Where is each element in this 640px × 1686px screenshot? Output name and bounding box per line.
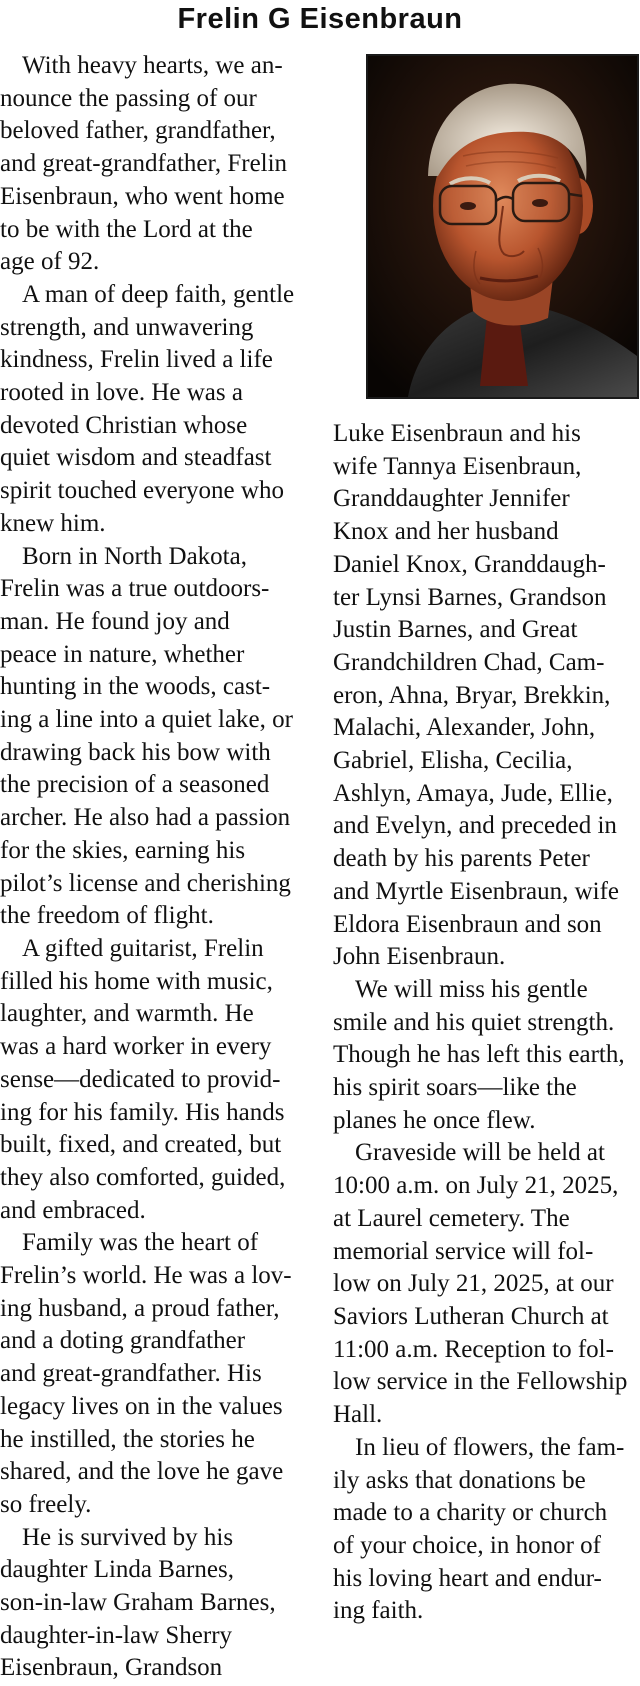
text-line: drawing back his bow with (0, 738, 271, 766)
text-line: Saviors Lutheran Church at (333, 1302, 609, 1330)
text-line: archer. He also had a passion (0, 804, 291, 832)
text-line: was a hard worker in every (0, 1033, 272, 1061)
text-line: Malachi, Alexander, John, (333, 714, 596, 742)
text-line: John Eisenbraun. (333, 943, 506, 971)
text-line: ing a line into a quiet lake, or (0, 706, 293, 734)
text-line: 10:00 a.m. on July 21, 2025, (333, 1172, 619, 1200)
text-line: ily asks that donations be (333, 1466, 586, 1494)
text-line: age of 92. (0, 248, 100, 276)
text-line: Born in North Dakota, (22, 542, 247, 570)
text-line: Though he has left this earth, (333, 1041, 625, 1069)
text-line: shared, and the love he gave (0, 1458, 284, 1486)
text-line: Frelin’s world. He was a lov- (0, 1262, 292, 1290)
text-line: man. He found joy and (0, 607, 230, 635)
text-line: eron, Ahna, Bryar, Brekkin, (333, 681, 611, 709)
text-line: Knox and her husband (333, 518, 559, 546)
text-line: beloved father, grandfather, (0, 117, 276, 145)
text-line: Granddaughter Jennifer (333, 485, 570, 513)
text-line: Family was the heart of (22, 1229, 259, 1257)
text-line: Daniel Knox, Granddaugh- (333, 550, 606, 578)
text-line: spirit touched everyone who (0, 477, 284, 505)
text-line: he instilled, the stories he (0, 1425, 255, 1453)
obituary-right-column (333, 418, 640, 1628)
obituary-title: Frelin G Eisenbraun (177, 3, 463, 35)
text-line: of your choice, in honor of (333, 1531, 601, 1559)
text-line: pilot’s license and cherishing (0, 869, 291, 897)
text-line: ing for his family. His hands (0, 1098, 285, 1126)
text-line: quiet wisdom and steadfast (0, 444, 272, 472)
obituary-left-column (0, 50, 318, 1685)
text-line: In lieu of flowers, the fam- (355, 1433, 625, 1461)
text-line: Eisenbraun, who went home (0, 182, 285, 210)
text-line: and great-grandfather, Frelin (0, 150, 288, 178)
text-line: at Laurel cemetery. The (333, 1204, 570, 1232)
text-line: planes he once flew. (333, 1106, 536, 1134)
text-line: A gifted guitarist, Frelin (22, 934, 264, 962)
text-line: With heavy hearts, we an- (22, 52, 283, 79)
text-line: ing husband, a proud father, (0, 1294, 280, 1322)
portrait-photo (366, 54, 639, 399)
text-line: Grandchildren Chad, Cam- (333, 648, 605, 676)
text-line: low service in the Fellowship (333, 1368, 628, 1396)
text-line: so freely. (0, 1490, 92, 1518)
text-line: legacy lives on in the values (0, 1392, 283, 1420)
text-line: nounce the passing of our (0, 84, 257, 112)
text-line: made to a charity or church (333, 1499, 608, 1527)
text-line: Graveside will be held at (355, 1139, 605, 1167)
text-line: and Evelyn, and preceded in (333, 812, 617, 840)
text-line: to be with the Lord at the (0, 215, 253, 243)
text-line: knew him. (0, 509, 106, 537)
text-line: peace in nature, whether (0, 640, 245, 668)
text-line: Eisenbraun, Grandson (0, 1654, 223, 1682)
text-line: they also comforted, guided, (0, 1163, 286, 1191)
text-line: son-in-law Graham Barnes, (0, 1589, 276, 1617)
text-line: and Myrtle Eisenbraun, wife (333, 877, 620, 905)
text-line: smile and his quiet strength. (333, 1008, 615, 1036)
text-line: for the skies, earning his (0, 836, 246, 864)
text-line: Justin Barnes, and Great (333, 616, 578, 644)
text-line: built, fixed, and created, but (0, 1131, 282, 1159)
text-line: Luke Eisenbraun and his (333, 420, 581, 447)
text-line: daughter Linda Barnes, (0, 1556, 234, 1584)
text-line: death by his parents Peter (333, 845, 590, 873)
text-line: kindness, Frelin lived a life (0, 346, 273, 374)
text-line: his spirit soars—like the (333, 1074, 577, 1102)
text-line: Ashlyn, Amaya, Jude, Ellie, (333, 779, 613, 807)
text-line: and a doting grandfather (0, 1327, 246, 1355)
text-line: devoted Christian whose (0, 411, 248, 439)
text-line: his loving heart and endur- (333, 1564, 602, 1592)
text-line: Hall. (333, 1401, 383, 1429)
text-line: the precision of a seasoned (0, 771, 270, 799)
text-line: Gabriel, Elisha, Cecilia, (333, 747, 573, 775)
text-line: low on July 21, 2025, at our (333, 1270, 614, 1298)
text-line: ter Lynsi Barnes, Grandson (333, 583, 607, 611)
text-line: laughter, and warmth. He (0, 1000, 254, 1028)
text-line: and great-grandfather. His (0, 1360, 262, 1388)
text-line: daughter-in-law Sherry (0, 1621, 233, 1649)
text-line: filled his home with music, (0, 967, 273, 995)
text-line: the freedom of flight. (0, 902, 214, 930)
text-line: hunting in the woods, cast- (0, 673, 271, 701)
text-line: rooted in love. He was a (0, 379, 243, 407)
text-line: sense—dedicated to provid- (0, 1065, 281, 1093)
text-line: 11:00 a.m. Reception to fol- (333, 1335, 614, 1363)
text-line: A man of deep faith, gentle (22, 280, 295, 308)
portrait-photo-icon (368, 56, 637, 397)
text-line: memorial service will fol- (333, 1237, 594, 1265)
text-line: strength, and unwavering (0, 313, 254, 341)
text-line: He is survived by his (22, 1523, 234, 1551)
text-line: wife Tannya Eisenbraun, (333, 452, 582, 480)
text-line: We will miss his gentle (355, 975, 588, 1003)
text-line: Eldora Eisenbraun and son (333, 910, 602, 938)
text-line: ing faith. (333, 1597, 424, 1625)
text-line: and embraced. (0, 1196, 146, 1224)
text-line: Frelin was a true outdoors- (0, 575, 270, 603)
